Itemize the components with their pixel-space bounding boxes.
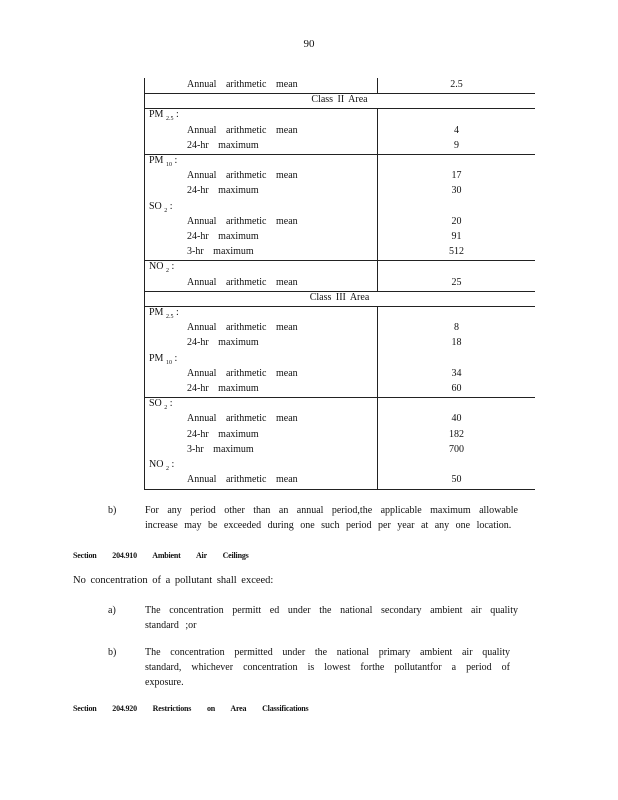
paragraph-a-secondary [108, 603, 528, 635]
table-row [144, 170, 535, 184]
averaging-period: 3-hr maximum [187, 443, 254, 455]
pollutant-name: PM [149, 307, 164, 318]
table-row [144, 474, 535, 488]
averaging-period: Annual arithmetic mean [187, 215, 298, 227]
pollutant-label: NO $_2$ : [149, 261, 175, 275]
paragraph-text: The concentration permitted under the national primary ambient air quality standard, whichever concentration is lowest forthe pollutantfor a period of exposure. [145, 647, 510, 688]
pollutant-name: PM [149, 352, 164, 364]
section-heading-204-920: Section 204.920 Restrictions on Area Classifications [73, 704, 309, 713]
increments-table [144, 78, 535, 489]
increment-value: 700 [449, 443, 464, 455]
pollutant-subscript: 2.5 [165, 116, 174, 123]
list-marker: b) [108, 505, 117, 516]
averaging-period: Annual arithmetic mean [187, 170, 298, 182]
averaging-period: 24-hr maximum [187, 185, 259, 197]
table-row [144, 353, 535, 367]
table-row [144, 429, 535, 443]
averaging-period: Annual arithmetic mean [187, 276, 298, 288]
averaging-period: Annual arithmetic mean [187, 474, 298, 486]
pollutant-name: PM [149, 155, 164, 166]
pollutant-name: SO [149, 398, 162, 410]
pollutant-name: PM [149, 109, 164, 121]
pollutant-subscript: 2 [165, 466, 169, 472]
pollutant-label: SO $_2$ : [149, 398, 173, 412]
increment-value: 40 [451, 413, 462, 425]
pollutant-name: NO [149, 459, 164, 470]
table-row [144, 322, 535, 336]
pollutant-label: PM $_{10}$ : [149, 352, 178, 366]
table-row [144, 413, 535, 427]
table-row [144, 398, 535, 412]
averaging-period: 24-hr maximum [187, 428, 259, 440]
averaging-period: Annual arithmetic mean [187, 413, 298, 425]
table-row [144, 459, 535, 473]
table-row [144, 216, 535, 230]
averaging-period: Annual arithmetic mean [187, 367, 298, 379]
table-row [144, 246, 535, 260]
increment-value: 34 [451, 367, 462, 379]
table-row [144, 337, 535, 351]
pollutant-subscript: 10 [165, 359, 172, 366]
table-row [144, 155, 535, 169]
intro-sentence: No concentration of a pollutant shall exceed: [73, 575, 274, 586]
table-row [144, 277, 535, 291]
table-row [144, 231, 535, 245]
increment-value: 30 [451, 185, 462, 197]
table-row [144, 140, 535, 154]
paragraph-text: For any period other than an annual period,the applicable maximum allowable increase may be exceeded during one such period per year at any one location. [145, 505, 518, 531]
pollutant-name: NO [149, 261, 164, 273]
pollutant-label: SO $_2$ : [149, 200, 173, 214]
table-row [144, 383, 535, 397]
paragraph-b-primary [108, 645, 528, 693]
averaging-period: Annual arithmetic mean [187, 79, 298, 90]
page-number: 90 [303, 38, 315, 50]
increment-value: 4 [454, 124, 459, 136]
averaging-period: Annual arithmetic mean [187, 322, 298, 334]
list-marker: b) [108, 647, 117, 658]
table-row [144, 185, 535, 199]
paragraph-text: The concentration permitt ed under the national secondary ambient air quality standard ;or [145, 605, 518, 631]
pollutant-subscript: 2 [164, 405, 168, 412]
table-row [144, 109, 535, 123]
table-row [144, 307, 535, 321]
section-heading-204-910: Section 204.910 Ambient Air Ceilings [73, 551, 249, 560]
increment-value: 18 [451, 337, 462, 349]
averaging-period: Annual arithmetic mean [187, 124, 298, 136]
pollutant-subscript: 2 [164, 207, 168, 214]
increment-value: 60 [451, 383, 462, 394]
increment-value: 2.5 [450, 79, 463, 90]
pollutant-label: NO $_2$ : [149, 459, 175, 472]
table-row [144, 125, 535, 139]
averaging-period: 24-hr maximum [187, 383, 259, 394]
paragraph-b-increase [108, 503, 528, 535]
table-section-header [144, 94, 535, 108]
increment-value: 512 [449, 246, 464, 258]
pollutant-subscript: 2 [165, 268, 169, 275]
table-row [144, 79, 535, 93]
averaging-period: 24-hr maximum [187, 337, 259, 349]
increment-value: 50 [451, 474, 462, 486]
pollutant-subscript: 10 [165, 162, 172, 168]
class-area-label: Class II Area [311, 94, 368, 106]
increment-value: 17 [451, 170, 462, 182]
increment-value: 182 [449, 428, 464, 440]
increment-value: 91 [451, 231, 462, 242]
class-area-label: Class III Area [309, 291, 370, 303]
table-row [144, 261, 535, 275]
table-bottom-rule [144, 489, 535, 490]
averaging-period: 3-hr maximum [187, 246, 254, 258]
table-row [144, 368, 535, 382]
increment-value: 9 [454, 139, 459, 151]
averaging-period: 24-hr maximum [187, 139, 259, 151]
increment-value: 8 [454, 322, 459, 334]
increment-value: 20 [451, 215, 462, 227]
list-marker: a) [108, 605, 116, 616]
increment-value: 25 [451, 276, 462, 288]
pollutant-subscript: 2.5 [165, 314, 174, 320]
table-row [144, 201, 535, 215]
pollutant-label: PM $_{2.5}$ : [149, 109, 179, 123]
pollutant-label: PM $_{10}$ : [149, 155, 178, 168]
pollutant-name: SO [149, 200, 162, 212]
averaging-period: 24-hr maximum [187, 231, 259, 242]
table-row [144, 444, 535, 458]
pollutant-label: PM $_{2.5}$ : [149, 307, 179, 320]
table-section-header [144, 292, 535, 306]
